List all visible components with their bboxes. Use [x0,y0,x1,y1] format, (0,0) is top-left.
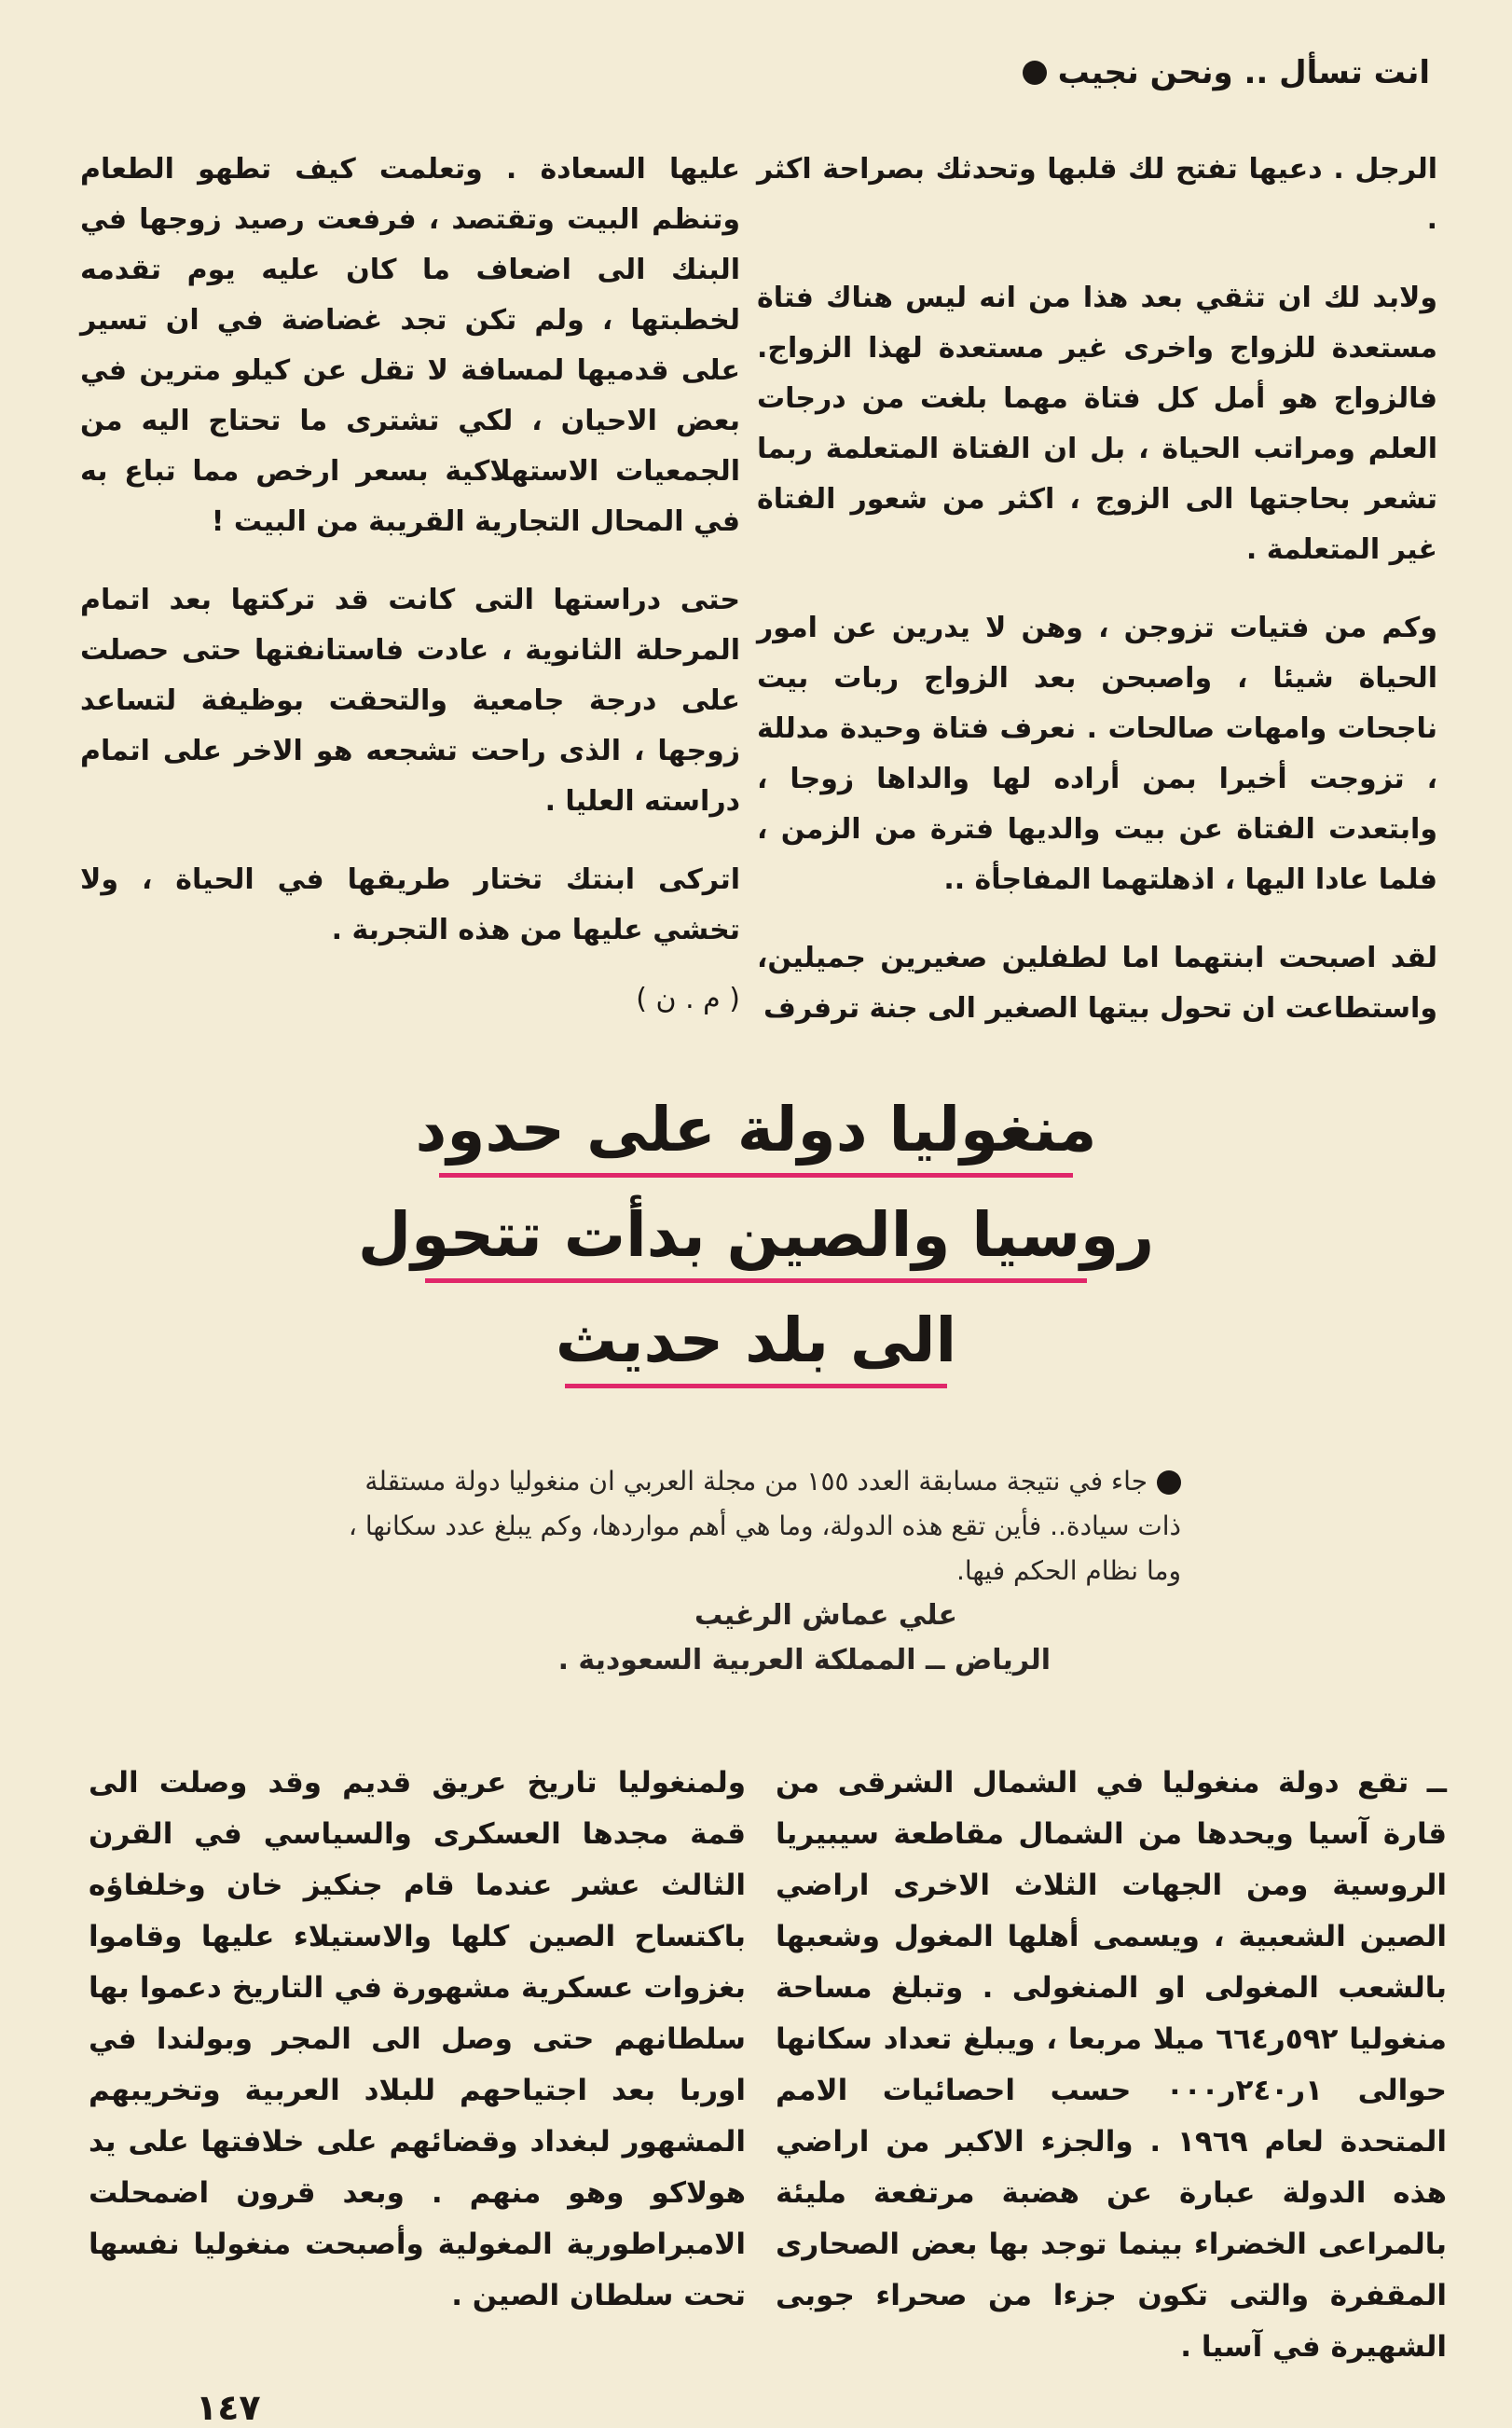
paragraph: عليها السعادة . وتعلمت كيف تطهو الطعام وتنظم البيت وتقتصد ، فرفعت رصيد زوجها في البنك الى اضعاف ما كان عليه يوم تقدمه لخطبتها ، ولم تكن تجد غضاضة في ان تسير على قدميها لمسافة لا تقل عن كيلو مترين في بعض الاحيان ، لكي تشترى ما تحتاج اليه من الجمعيات الاستهلاكية بسعر ارخص مما تباع به في المحال التجارية القريبة من البيت ! [80,153,740,538]
answer-column-right [776,1758,1447,2401]
header-text: انت تسأل .. ونحن نجيب [1057,54,1430,91]
paragraph: حتى دراستها التى كانت قد تركتها بعد اتمام المرحلة الثانوية ، عادت فاستانفتها حتى حصلت على درجة جامعية والتحقت بوظيفة لتساعد زوجها ، الذى راحت تشجعه هو الاخر على اتمام دراسته العليا . [80,584,740,818]
paragraph: اتركى ابنتك تختار طريقها في الحياة ، ولا تخشي عليها من هذه التجربة . [80,863,740,946]
paragraph: ــ تقع دولة منغوليا في الشمال الشرقى من قارة آسيا ويحدها من الشمال مقاطعة سيبيريا الروسية ومن الجهات الثلاث الاخرى اراضي الصين الشعبية ، ويسمى أهلها المغول وشعبها بالشعب المغولى او المنغولى . وتبلغ مساحة منغوليا ٥٩٢ر٦٦٤ ميلا مربعا ، ويبلغ تعداد سكانها حوالى ١ر٢٤٠ر٠٠٠ حسب احصائيات الامم المتحدة لعام ١٩٦٩ . والجزء الاكبر من اراضي هذه الدولة عبارة عن هضبة مرتفعة مليئة بالمراعى الخضراء بينما توجد بها بعض الصحارى المقفرة والتى تكون جزءا من صحراء جوبى الشهيرة في آسيا . [776,1766,1448,2364]
section-header [1023,54,1430,91]
paragraph: الرجل . دعيها تفتح لك قلبها وتحدثك بصراحة اكثر . [757,153,1437,236]
bullet-icon [1157,1470,1181,1495]
answer-column-left [89,1758,746,2350]
article-column-top-right [757,145,1437,1062]
bullet-icon [1023,61,1047,85]
title-line-1: منغوليا دولة على حدود [415,1094,1097,1166]
author-signature: ( م . ن ) [636,983,740,1015]
reader-question [342,1459,1181,1683]
paragraph: ولمنغوليا تاريخ عريق قديم وقد وصلت الى قمة مجدها العسكرى والسياسي في القرن الثالث عشر عندما قام جنكيز خان وخلفاؤه باكتساح الصين كلها والاستيلاء عليها وقاموا بغزوات عسكرية مشهورة في التاريخ دعموا بها سلطانهم حتى وصل الى المجر وبولندا في اوربا بعد اجتياحهم للبلاد العربية وتخريبهم المشهور لبغداد وقضائهم على خلافتها على يد هولاكو وهو منهم . وبعد قرون اضمحلت الامبراطورية المغولية وأصبحت منغوليا نفسها تحت سلطان الصين . [89,1766,746,2312]
title-line-2: روسيا والصين بدأت تتحول [357,1199,1155,1271]
page-number: ١٤٧ [196,2387,261,2428]
question-text: جاء في نتيجة مسابقة العدد ١٥٥ من مجلة العربي ان منغوليا دولة مستقلة ذات سيادة.. فأين تقع هذه الدولة، وما هي أهم مواردها، وكم يبلغ عدد سكانها ، وما نظام الحكم فيها. [348,1466,1181,1586]
article-title [0,1091,1512,1407]
title-underline [565,1384,947,1388]
question-author: علي عماش الرغيب [694,1599,957,1632]
title-line-3: الى بلد حديث [555,1304,957,1376]
question-location: الرياض ــ المملكة العربية السعودية . [557,1644,1051,1676]
article-column-top-left [80,145,740,1053]
paragraph: لقد اصبحت ابنتهما اما لطفلين صغيرين جميلين، واستطاعت ان تحول بيتها الصغير الى جنة ترفرف [757,942,1437,1025]
paragraph: وكم من فتيات تزوجن ، وهن لا يدرين عن امور الحياة شيئا ، واصبحن بعد الزواج ربات بيت ناجحات وامهات صالحات . نعرف فتاة وحيدة مدللة ، تزوجت أخيرا بمن أراده لها والداها زوجا ، وابتعدت الفتاة عن بيت والديها فترة من الزمن ، فلما عادا اليها ، اذهلتهما المفاجأة .. [757,612,1437,896]
title-underline [439,1173,1073,1178]
paragraph: ولابد لك ان تثقي بعد هذا من انه ليس هناك فتاة مستعدة للزواج واخرى غير مستعدة لهذا الزواج. فالزواج هو أمل كل فتاة مهما بلغت من درجات العلم ومراتب الحياة ، بل ان الفتاة المتعلمة ربما تشعر بحاجتها الى الزوج ، اكثر من شعور الفتاة غير المتعلمة . [757,282,1437,566]
title-underline [425,1278,1087,1283]
